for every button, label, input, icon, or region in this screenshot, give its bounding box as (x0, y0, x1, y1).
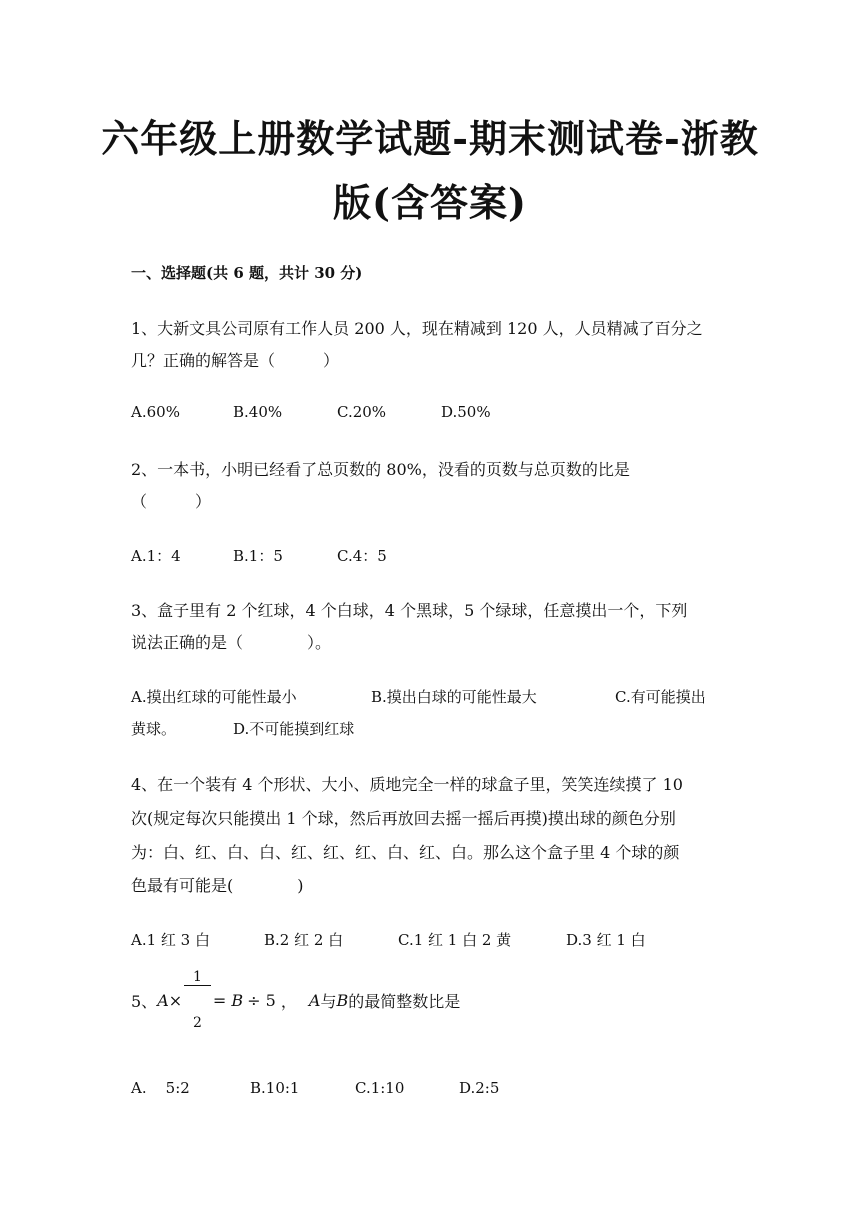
formula-variable-a: A (157, 990, 169, 1010)
question-2-text-line2: （ ） (131, 492, 212, 511)
question-4-text-line2: 次(规定每次只能摸出 1 个球，然后再放回去摇一摇后再摸)摸出球的颜色分别 (131, 809, 676, 828)
question-5-option-d: D.2:5 (459, 1079, 500, 1097)
question-1-text-line2: 几？正确的解答是（ ） (131, 351, 340, 370)
question-5-option-c: C.1:10 (355, 1079, 405, 1097)
question-3-option-b: B.摸出白球的可能性最大 (371, 688, 537, 706)
question-3-option-c-continued: 黄球。 (131, 720, 177, 738)
question-5-suffix: 的最简整数比是 (348, 991, 461, 1011)
question-1-option-a: A.60% (131, 403, 180, 421)
question-4-option-d: D.3 红 1 白 (566, 931, 646, 949)
document-title-line1: 六年级上册数学试题-期末测试卷-浙教 (101, 116, 759, 161)
question-4-text-line3: 为：白、红、白、白、红、红、红、白、红、白。那么这个盒子里 4 个球的颜 (131, 843, 680, 862)
formula-divide: ÷ 5 (247, 990, 276, 1010)
question-1-text-line1: 1、大新文具公司原有工作人员 200 人，现在精减到 120 人，人员精减了百分之 (131, 319, 703, 338)
question-3-option-d: D.不可能摸到红球 (233, 720, 355, 738)
question-2-option-b: B.1：5 (233, 547, 283, 565)
question-5-text (131, 968, 461, 1031)
question-4-text-line4: 色最有可能是( ) (131, 876, 304, 895)
formula-comma: ， (275, 991, 297, 1011)
fraction-numerator: 1 (184, 970, 211, 986)
document-title-line2: 版(含答案) (333, 180, 527, 225)
text-variable-b: B (336, 990, 349, 1010)
formula-times: × (168, 990, 183, 1010)
text-variable-a: A (308, 990, 321, 1010)
question-3-text-line1: 3、盒子里有 2 个红球，4 个白球，4 个黑球，5 个绿球，任意摸出一个，下列 (131, 601, 688, 620)
question-3-text-line2: 说法正确的是（ ）。 (131, 633, 332, 652)
formula-equals: = (212, 990, 232, 1010)
question-2-option-c: C.4：5 (337, 547, 387, 565)
question-4-option-a: A.1 红 3 白 (131, 931, 210, 949)
question-1-option-c: C.20% (337, 403, 387, 421)
text-with: 与 (320, 991, 337, 1011)
question-5-number: 5、 (131, 991, 158, 1011)
question-1-option-d: D.50% (441, 403, 491, 421)
formula-fraction (184, 940, 211, 1061)
question-2-text-line1: 2、一本书，小明已经看了总页数的 80%，没看的页数与总页数的比是 (131, 460, 630, 479)
fraction-denominator: 2 (193, 1014, 202, 1031)
question-5-option-a: A. 5:2 (131, 1079, 190, 1097)
question-4-option-b: B.2 红 2 白 (264, 931, 344, 949)
section-heading: 一、选择题(共 6 题，共计 30 分) (131, 264, 363, 282)
question-3-option-c: C.有可能摸出 (615, 688, 706, 706)
question-4-text-line1: 4、在一个装有 4 个形状、大小、质地完全一样的球盒子里，笑笑连续摸了 10 (131, 775, 683, 794)
question-5-option-b: B.10:1 (250, 1079, 300, 1097)
question-1-option-b: B.40% (233, 403, 283, 421)
formula-variable-b: B (231, 990, 244, 1010)
question-3-option-a: A.摸出红球的可能性最小 (131, 688, 297, 706)
question-4-option-c: C.1 红 1 白 2 黄 (398, 931, 512, 949)
question-2-option-a: A.1：4 (131, 547, 181, 565)
